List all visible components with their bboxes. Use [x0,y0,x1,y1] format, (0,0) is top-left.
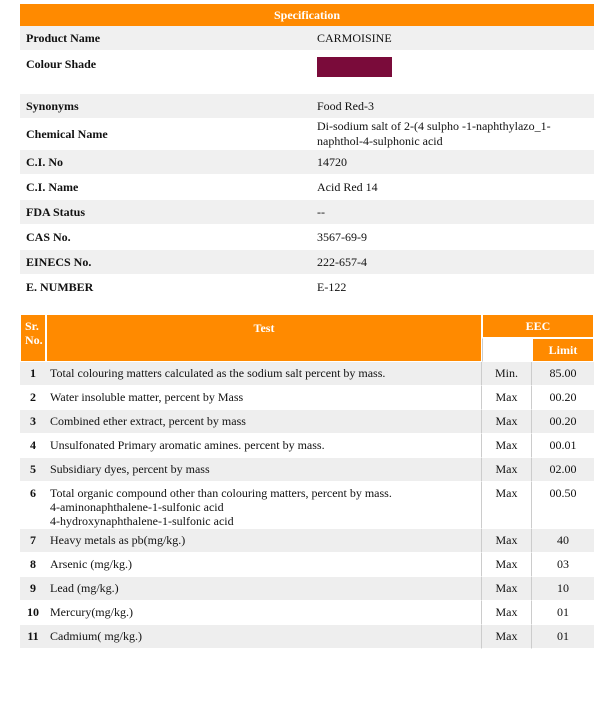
table-row [20,362,594,386]
spec-label: FDA Status [20,200,307,225]
min-max: Max [482,529,532,553]
limit-value: 00.50 [532,482,594,529]
table-row [20,529,594,553]
spec-label: C.I. No [20,150,307,175]
min-max: Max [482,577,532,601]
test-name: Mercury(mg/kg.) [46,601,482,625]
test-name: Subsidiary dyes, percent by mass [46,458,482,482]
limit-value: 01 [532,625,594,649]
spec-label: C.I. Name [20,175,307,200]
spec-row [20,119,594,150]
min-max: Max [482,482,532,529]
row-number: 7 [20,529,46,553]
spec-row [20,250,594,275]
spec-value: 14720 [307,150,594,175]
spec-value: -- [307,200,594,225]
row-number: 3 [20,410,46,434]
test-name: Unsulfonated Primary aromatic amines. percent by mass. [46,434,482,458]
table-row [20,625,594,649]
spec-label: Colour Shade [20,51,307,94]
spec-value: Food Red-3 [307,94,594,119]
spec-value: Di-sodium salt of 2-(4 sulpho -1-naphthylazo_1-naphthol-4-sulphonic acid [307,119,594,150]
row-number: 4 [20,434,46,458]
table-row [20,410,594,434]
spec-value: E-122 [307,275,594,300]
test-name: Arsenic (mg/kg.) [46,553,482,577]
spec-label: E. NUMBER [20,275,307,300]
test-name: Combined ether extract, percent by mass [46,410,482,434]
table-row [20,458,594,482]
specification-table [20,4,594,300]
table-row [20,386,594,410]
spec-value: 3567-69-9 [307,225,594,250]
min-max: Max [482,625,532,649]
sr-no-header: Sr. No. [20,314,46,362]
document [20,4,594,649]
row-number: 5 [20,458,46,482]
table-row [20,434,594,458]
test-name: Cadmium( mg/kg.) [46,625,482,649]
colour-shade-swatch [317,57,392,77]
spec-value: 222-657-4 [307,250,594,275]
min-max: Max [482,458,532,482]
spec-label: CAS No. [20,225,307,250]
test-name: Lead (mg/kg.) [46,577,482,601]
row-number: 8 [20,553,46,577]
spec-value: Acid Red 14 [307,175,594,200]
table-row [20,577,594,601]
min-max: Min. [482,362,532,386]
limit-value: 00.20 [532,386,594,410]
min-max: Max [482,601,532,625]
limit-header: Limit [532,338,594,362]
row-number: 10 [20,601,46,625]
test-name: Water insoluble matter, percent by Mass [46,386,482,410]
test-name: Total colouring matters calculated as the sodium salt percent by mass. [46,362,482,386]
limit-value: 02.00 [532,458,594,482]
spec-row [20,94,594,119]
limit-value: 10 [532,577,594,601]
limit-value: 00.20 [532,410,594,434]
test-header: Test [46,314,482,362]
specification-header: Specification [20,4,594,26]
spec-row [20,225,594,250]
spec-row [20,200,594,225]
spec-value [307,51,594,94]
test-name: Heavy metals as pb(mg/kg.) [46,529,482,553]
test-table [20,314,594,649]
spec-label: Product Name [20,26,307,51]
row-number: 9 [20,577,46,601]
spec-row [20,175,594,200]
row-number: 6 [20,482,46,529]
min-max: Max [482,553,532,577]
spec-label: Chemical Name [20,119,307,150]
limit-value: 01 [532,601,594,625]
spec-row [20,51,594,94]
limit-value: 03 [532,553,594,577]
spec-row [20,150,594,175]
spec-value: CARMOISINE [307,26,594,51]
spec-row [20,26,594,51]
limit-value: 40 [532,529,594,553]
table-row [20,553,594,577]
table-row [20,601,594,625]
eec-header: EEC [482,314,594,338]
row-number: 2 [20,386,46,410]
row-number: 11 [20,625,46,649]
spec-label: EINECS No. [20,250,307,275]
table-row [20,482,594,529]
test-name: Total organic compound other than colouring matters, percent by mass. 4-aminonaphthalene-1-sulfonic acid 4-hydroxynaphthalene-1-sulfonic acid [46,482,482,529]
limit-value: 85.00 [532,362,594,386]
min-max: Max [482,386,532,410]
min-max: Max [482,410,532,434]
spec-label: Synonyms [20,94,307,119]
min-max: Max [482,434,532,458]
min-max-header [482,338,532,362]
spec-row [20,275,594,300]
limit-value: 00.01 [532,434,594,458]
row-number: 1 [20,362,46,386]
